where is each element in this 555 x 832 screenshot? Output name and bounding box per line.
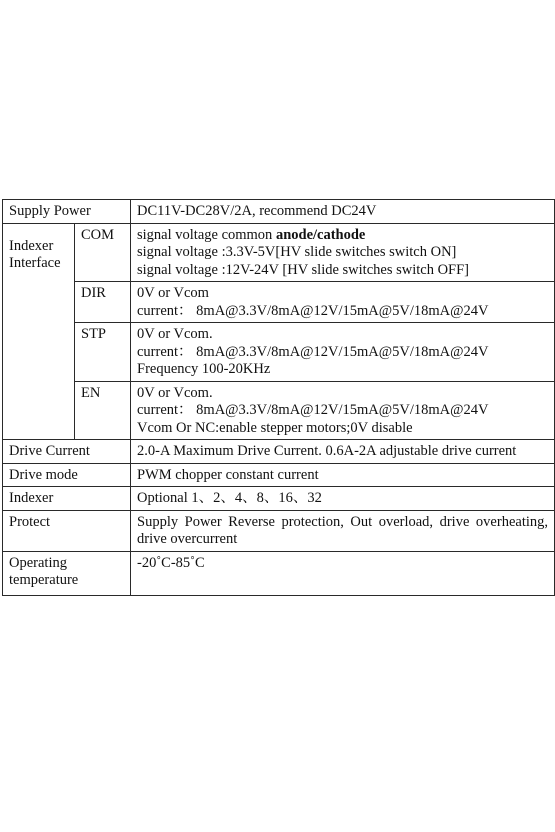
stp-value — [131, 323, 555, 382]
drive-mode-value: PWM chopper constant current — [131, 463, 555, 487]
table-row — [3, 440, 555, 464]
spec-table — [2, 199, 555, 596]
dir-line-1: 0V or Vcom — [137, 285, 209, 301]
table-row — [3, 381, 555, 440]
en-label: EN — [75, 381, 131, 440]
table-row — [3, 463, 555, 487]
stp-line-1: 0V or Vcom. — [137, 326, 213, 342]
protect-label: Protect — [3, 510, 131, 551]
table-row — [3, 510, 555, 551]
stp-line-2: current： 8mA@3.3V/8mA@12V/15mA@5V/18mA@24V — [137, 343, 489, 360]
com-line-3: signal voltage :12V-24V [HV slide switches switch OFF] — [137, 261, 470, 278]
supply-power-label: Supply Power — [3, 200, 131, 224]
dir-value — [131, 282, 555, 323]
table-row — [3, 551, 555, 595]
drive-current-label: Drive Current — [3, 440, 131, 464]
table-row — [3, 223, 555, 282]
dir-label: DIR — [75, 282, 131, 323]
indexer-label: Indexer — [3, 487, 131, 511]
stp-line-3: Frequency 100-20KHz — [137, 361, 271, 377]
drive-mode-label: Drive mode — [3, 463, 131, 487]
com-line-1 — [137, 227, 548, 245]
table-row — [3, 323, 555, 382]
com-line-1-text: signal voltage common — [137, 226, 276, 243]
indexer-value: Optional 1、2、4、8、16、32 — [131, 487, 555, 511]
com-label: COM — [75, 223, 131, 282]
supply-power-value: DC11V-DC28V/2A, recommend DC24V — [131, 200, 555, 224]
operating-temperature-label: Operating temperature — [3, 551, 131, 595]
en-line-1: 0V or Vcom. — [137, 384, 213, 401]
com-line-2: signal voltage :3.3V-5V[HV slide switches switch ON] — [137, 244, 457, 260]
indexer-interface-label: Indexer Interface — [3, 223, 75, 440]
en-value — [131, 381, 555, 440]
table-row — [3, 487, 555, 511]
stp-label: STP — [75, 323, 131, 382]
dir-line-2: current： 8mA@3.3V/8mA@12V/15mA@5V/18mA@24V — [137, 302, 489, 319]
table-row — [3, 200, 555, 224]
com-value — [131, 223, 555, 282]
drive-current-value: 2.0-A Maximum Drive Current. 0.6A-2A adjustable drive current — [131, 440, 555, 464]
protect-value: Supply Power Reverse protection, Out overload, drive overheating, drive overcurrent — [131, 510, 555, 551]
en-line-3: Vcom Or NC:enable stepper motors;0V disable — [137, 419, 413, 436]
en-line-2: current： 8mA@3.3V/8mA@12V/15mA@5V/18mA@24V — [137, 402, 489, 418]
com-line-1-bold: anode/cathode — [275, 226, 366, 243]
table-row — [3, 282, 555, 323]
operating-temperature-value: -20˚C-85˚C — [131, 551, 555, 595]
